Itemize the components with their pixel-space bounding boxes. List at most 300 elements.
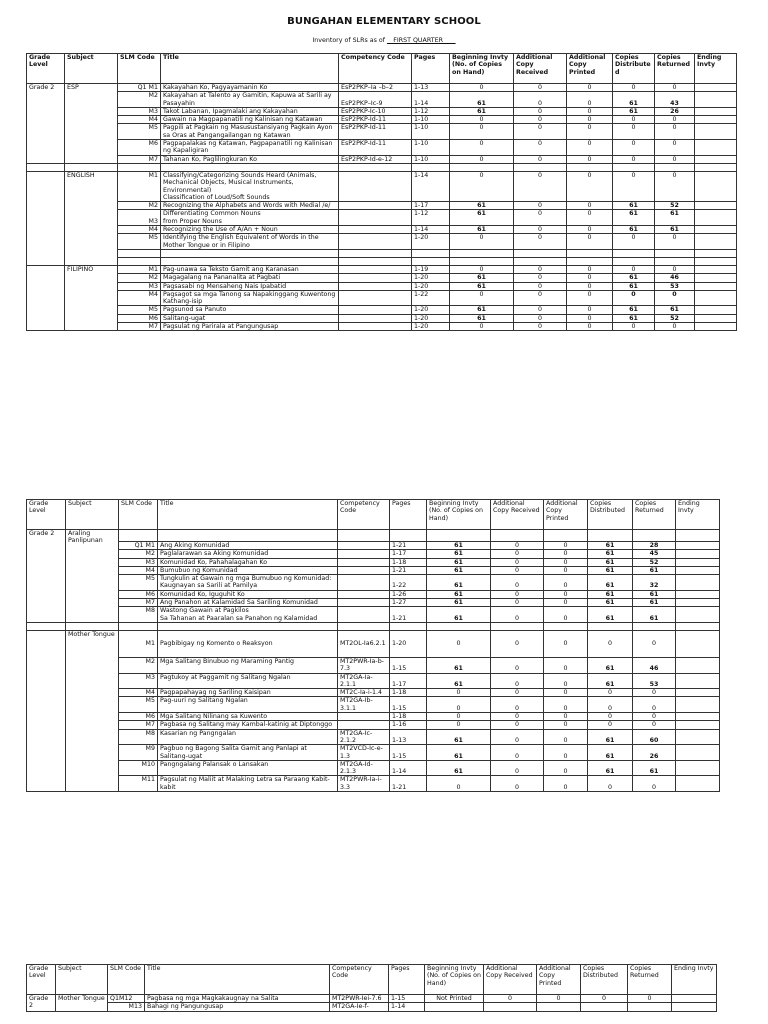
printed-cell: 0: [567, 234, 613, 250]
returned-cell: 0: [655, 155, 695, 163]
ending-cell: [676, 550, 720, 558]
pages-cell: 1-15: [390, 657, 427, 673]
grade-cell: Grade 2: [27, 530, 66, 623]
competency-cell: MT2GA-Ic-2.1.2: [338, 729, 390, 745]
returned-cell: 61: [655, 226, 695, 234]
ending-cell: [695, 171, 737, 201]
header-grade-level: Grade Level: [27, 54, 65, 84]
table-row: [27, 290, 737, 306]
table-row: [27, 306, 737, 314]
beginning-cell: 0: [450, 171, 514, 201]
header-subject: Subject: [66, 500, 119, 530]
slm-code-cell: M4: [118, 290, 161, 306]
header-copies-distributed: Copies Distributed: [588, 500, 633, 530]
distributed-cell: 61: [613, 210, 655, 226]
slm-code-cell: M1: [118, 171, 161, 201]
header-additional-received: Additional Copy Received: [514, 54, 567, 84]
returned-cell: 0: [655, 290, 695, 306]
table-row: [27, 84, 737, 92]
ending-cell: [676, 599, 720, 607]
competency-cell: MT2GA-Ia-2.1.1: [338, 673, 390, 689]
header-row: [27, 965, 717, 995]
ending-cell: [676, 590, 720, 598]
subject-cell: Mother Tongue: [56, 995, 108, 1012]
title-cell: Pagbasa ng Salitang may Kambal-katinig at Diptonggo: [158, 721, 338, 729]
returned-cell: 0: [633, 630, 676, 657]
printed-cell: 0: [544, 657, 588, 673]
slm-code-cell: M5: [119, 697, 158, 713]
ending-cell: [676, 542, 720, 550]
pages-cell: 1-21: [390, 776, 427, 792]
ending-cell: [695, 124, 737, 140]
header-slm-code: SLM Code: [118, 54, 161, 84]
printed-cell: 0: [544, 566, 588, 574]
header-pages: Pages: [412, 54, 450, 84]
returned-cell: 0: [655, 84, 695, 92]
title-cell: Pagsulat ng Maliit at Malaking Letra sa Paraang Kabit-kabit: [158, 776, 338, 792]
table-row: [27, 274, 737, 282]
competency-cell: EsP2PKP–Ic-9: [339, 92, 412, 108]
table-row: [27, 210, 737, 226]
received-cell: 0: [491, 630, 544, 657]
beginning-cell: 61: [427, 760, 491, 776]
competency-cell: [339, 323, 412, 331]
table-row: [27, 721, 720, 729]
slm-code-cell: M3: [118, 210, 161, 226]
pages-cell: 1-10: [412, 116, 450, 124]
subject-cell: FILIPINO: [65, 265, 118, 330]
beginning-cell: 0: [427, 689, 491, 697]
title-cell: Ang Panahon at Kalamidad Sa Sariling Komunidad: [158, 599, 338, 607]
table-row: [27, 226, 737, 234]
title-cell: Pagsasabi ng Mensaheng Nais Ipabatid: [161, 282, 339, 290]
subject-header-row: [27, 530, 720, 542]
distributed-cell: 0: [588, 697, 633, 713]
title-cell: Mga Salitang Binubuo ng Maraming Pantig: [158, 657, 338, 673]
ending-cell: [695, 226, 737, 234]
title-text: Classification of Loud/Soft Sounds: [163, 193, 270, 201]
title-cell: Tahanan Ko, Paglilingkuran Ko: [161, 155, 339, 163]
returned-cell: 0: [655, 323, 695, 331]
received-cell: 0: [514, 155, 567, 163]
slm-code-cell: M3: [118, 107, 161, 115]
competency-cell: MT2GA-Ie-f-: [330, 1003, 389, 1011]
beginning-cell: 61: [450, 306, 514, 314]
title-cell: Salitang-ugat: [161, 314, 339, 322]
inventory-table-2: [26, 499, 720, 792]
beginning-cell: 0: [450, 116, 514, 124]
slm-code-cell: M4: [118, 116, 161, 124]
table-row: [27, 697, 720, 713]
ending-cell: [695, 116, 737, 124]
table-row: [27, 599, 720, 607]
returned-cell: 0: [633, 697, 676, 713]
table-row: [27, 657, 720, 673]
received-cell: 0: [514, 234, 567, 250]
returned-cell: 0: [633, 689, 676, 697]
table-row: [27, 776, 720, 792]
distributed-cell: 61: [588, 599, 633, 607]
header-pages: Pages: [389, 965, 425, 995]
slm-code-cell: M3: [118, 282, 161, 290]
beginning-cell: 61: [427, 575, 491, 591]
received-cell: 0: [491, 689, 544, 697]
distributed-cell: 61: [613, 282, 655, 290]
pages-cell: 1-14: [412, 92, 450, 108]
printed-cell: 0: [567, 290, 613, 306]
table-row: [27, 202, 737, 210]
received-cell: 0: [514, 140, 567, 156]
slm-code-cell: M6: [118, 314, 161, 322]
title-cell: Bumubuo ng Komunidad: [158, 566, 338, 574]
title-cell: Komunidad Ko, Pahahalagahan Ko: [158, 558, 338, 566]
competency-cell: MT2PWR-Ia-i-3.3: [338, 776, 390, 792]
pages-cell: 1-21: [390, 607, 427, 623]
slm-code-cell: M5: [119, 575, 158, 591]
beginning-cell: 61: [427, 558, 491, 566]
returned-cell: 32: [633, 575, 676, 591]
distributed-cell: 61: [588, 745, 633, 761]
competency-cell: MT2OL-Ia6.2.1: [338, 630, 390, 657]
header-pages: Pages: [390, 500, 427, 530]
ending-cell: [695, 323, 737, 331]
returned-cell: 60: [633, 729, 676, 745]
pages-cell: 1-17: [390, 673, 427, 689]
slm-code-cell: M6: [119, 590, 158, 598]
header-slm-code: SLM Code: [108, 965, 145, 995]
distributed-cell: 0: [613, 171, 655, 201]
pages-cell: 1-18: [390, 713, 427, 721]
distributed-cell: 0: [613, 116, 655, 124]
printed-cell: 0: [544, 689, 588, 697]
returned-cell: 61: [633, 760, 676, 776]
title-cell: Ang Aking Komunidad: [158, 542, 338, 550]
distributed-cell: 61: [588, 575, 633, 591]
title-cell: Pagbibigay ng Komento o Reaksyon: [158, 630, 338, 657]
distributed-cell: 0: [613, 234, 655, 250]
slm-code-cell: Q1 M1: [118, 84, 161, 92]
title-cell: Pag-uuri ng Salitang Ngalan: [158, 697, 338, 713]
printed-cell: 0: [544, 575, 588, 591]
competency-cell: [339, 202, 412, 210]
beginning-cell: 61: [450, 210, 514, 226]
title-cell: Pagsunod sa Panuto: [161, 306, 339, 314]
returned-cell: 0: [655, 265, 695, 273]
received-cell: 0: [514, 282, 567, 290]
printed-cell: 0: [567, 274, 613, 282]
received-cell: 0: [484, 995, 537, 1003]
pages-cell: 1-20: [412, 306, 450, 314]
header-beginning-invty: Beginning Invty (No. of Copies on Hand): [450, 54, 514, 84]
printed-cell: 0: [567, 202, 613, 210]
pages-cell: 1-10: [412, 155, 450, 163]
ending-cell: [695, 314, 737, 322]
pages-cell: 1-12: [412, 107, 450, 115]
returned-cell: 0: [655, 234, 695, 250]
subject-cell: ESP: [65, 84, 118, 164]
received-cell: 0: [491, 599, 544, 607]
ending-cell: [676, 657, 720, 673]
returned-cell: 61: [633, 599, 676, 607]
pages-cell: 1-15: [390, 745, 427, 761]
slm-code-cell: M4: [119, 689, 158, 697]
distributed-cell: 61: [588, 729, 633, 745]
received-cell: 0: [491, 760, 544, 776]
distributed-cell: 0: [588, 689, 633, 697]
title-cell: Pagbasa ng mga Magkakaugnay na Salita: [145, 995, 330, 1003]
received-cell: 0: [491, 721, 544, 729]
received-cell: 0: [514, 274, 567, 282]
slm-code-cell: M9: [119, 745, 158, 761]
table-row: [27, 314, 737, 322]
beginning-cell: 61: [427, 542, 491, 550]
competency-cell: MT2VCD-Ic-e-1.3: [338, 745, 390, 761]
title-cell: Pagbuo ng Bagong Salita Gamit ang Panlapi at Salitang-ugat: [158, 745, 338, 761]
printed-cell: 0: [544, 558, 588, 566]
distributed-cell: 61: [588, 657, 633, 673]
header-row: [27, 54, 737, 84]
subject-cell: ENGLISH: [65, 171, 118, 265]
beginning-cell: 0: [450, 234, 514, 250]
table-row: [27, 760, 720, 776]
slm-code-cell: M3: [119, 558, 158, 566]
pages-cell: 1-18: [390, 558, 427, 566]
table-row: [27, 745, 720, 761]
title-cell: Kasarian ng Pangngalan: [158, 729, 338, 745]
pages-cell: 1-20: [412, 274, 450, 282]
beginning-cell: 0: [427, 630, 491, 657]
pages-cell: 1-15: [390, 697, 427, 713]
ending-cell: [676, 721, 720, 729]
slm-code-cell: M5: [118, 306, 161, 314]
table-row: [27, 1003, 717, 1011]
pages-cell: 1-16: [390, 721, 427, 729]
pages-cell: 1-15: [389, 995, 425, 1003]
competency-cell: [338, 590, 390, 598]
distributed-cell: 61: [613, 107, 655, 115]
pages-cell: 1-14: [412, 171, 450, 201]
ending-cell: [672, 995, 717, 1003]
distributed-cell: 61: [588, 760, 633, 776]
printed-cell: 0: [567, 84, 613, 92]
title-cell: Paglalarawan sa Aking Komunidad: [158, 550, 338, 558]
beginning-cell: 61: [427, 729, 491, 745]
competency-cell: [339, 274, 412, 282]
table-row: [27, 107, 737, 115]
printed-cell: 0: [544, 630, 588, 657]
beginning-cell: Not Printed: [425, 995, 484, 1003]
returned-cell: 61: [633, 566, 676, 574]
competency-cell: EsP2PKP-Ic-10: [339, 107, 412, 115]
ending-cell: [676, 575, 720, 591]
ending-cell: [695, 92, 737, 108]
printed-cell: 0: [567, 116, 613, 124]
returned-cell: 43: [655, 92, 695, 108]
returned-cell: 0: [655, 171, 695, 201]
ending-cell: [695, 282, 737, 290]
slm-code-cell: M7: [118, 155, 161, 163]
title-cell: Pagsulat ng Parirala at Pangungusap: [161, 323, 339, 331]
beginning-cell: 0: [450, 140, 514, 156]
ending-cell: [695, 155, 737, 163]
returned-cell: 0: [655, 140, 695, 156]
distributed-cell: 0: [588, 630, 633, 657]
returned-cell: 0: [628, 995, 672, 1003]
table-row: [27, 282, 737, 290]
ending-cell: [695, 84, 737, 92]
returned-cell: 0: [633, 776, 676, 792]
distributed-cell: 0: [613, 84, 655, 92]
pages-cell: 1-10: [412, 124, 450, 140]
competency-cell: [339, 314, 412, 322]
title-cell: Recognizing the Alphabets and Words with Medial /e/: [161, 202, 339, 210]
slm-code-cell: M7: [119, 599, 158, 607]
returned-cell: 53: [655, 282, 695, 290]
header-copies-returned: Copies Returned: [655, 54, 695, 84]
slm-code-cell: M1: [118, 265, 161, 273]
competency-cell: [338, 542, 390, 550]
header-title: Title: [161, 54, 339, 84]
table-row: [27, 116, 737, 124]
distributed-cell: 0: [613, 265, 655, 273]
grade-cell: Grade 2: [27, 84, 65, 164]
ending-cell: [676, 558, 720, 566]
printed-cell: 0: [544, 776, 588, 792]
pages-cell: 1-10: [412, 140, 450, 156]
distributed-cell: 61: [588, 542, 633, 550]
received-cell: 0: [514, 226, 567, 234]
returned-cell: 53: [633, 673, 676, 689]
received-cell: 0: [491, 542, 544, 550]
printed-cell: 0: [567, 226, 613, 234]
returned-cell: 45: [633, 550, 676, 558]
printed-cell: 0: [544, 550, 588, 558]
ending-cell: [676, 697, 720, 713]
slm-code-cell: M1: [119, 630, 158, 657]
competency-cell: [338, 599, 390, 607]
title-cell: Pag-unawa sa Teksto Gamit ang Karanasan: [161, 265, 339, 273]
grade-cell: [27, 630, 66, 791]
spacer-row: [27, 249, 737, 257]
returned-cell: 0: [655, 124, 695, 140]
subject-cell: Araling Panlipunan: [66, 530, 119, 623]
inventory-label: Inventory of SLRs as of: [312, 37, 385, 44]
ending-cell: [695, 234, 737, 250]
header-subject: Subject: [65, 54, 118, 84]
title-cell: Bahagi ng Pangungusap: [145, 1003, 330, 1011]
table-row: [27, 124, 737, 140]
beginning-cell: 0: [427, 697, 491, 713]
title-cell: Tungkulin at Gawain ng mga Bumubuo ng Komunidad: Kaugnayan sa Sarili at Pamilya: [158, 575, 338, 591]
title-cell: Magagalang na Pananalita at Pagbati: [161, 274, 339, 282]
printed-cell: 0: [567, 107, 613, 115]
table-row: [27, 265, 737, 273]
beginning-cell: 61: [427, 550, 491, 558]
printed-cell: 0: [544, 729, 588, 745]
competency-cell: MT2C-Ia-i-1.4: [338, 689, 390, 697]
beginning-cell: 61: [450, 202, 514, 210]
returned-cell: 0: [655, 116, 695, 124]
printed-cell: 0: [544, 542, 588, 550]
pages-cell: 1-12: [412, 210, 450, 226]
returned-cell: 0: [633, 713, 676, 721]
printed-cell: 0: [544, 590, 588, 598]
distributed-cell: 0: [588, 713, 633, 721]
spacer-row: [27, 163, 737, 171]
grade-cell: [27, 265, 65, 330]
distributed-cell: 61: [588, 673, 633, 689]
received-cell: 0: [491, 607, 544, 623]
received-cell: 0: [514, 84, 567, 92]
received-cell: 0: [514, 116, 567, 124]
beginning-cell: 61: [427, 745, 491, 761]
competency-cell: [338, 550, 390, 558]
pages-cell: 1-21: [390, 542, 427, 550]
table-row: [27, 590, 720, 598]
slm-code-cell: M6: [118, 140, 161, 156]
competency-cell: [338, 713, 390, 721]
title-text: Wastong Gawain at Pagkilos: [160, 607, 249, 615]
competency-cell: EsP2PKP-Id-11: [339, 124, 412, 140]
received-cell: 0: [491, 575, 544, 591]
slm-code-cell: M8: [119, 607, 158, 623]
received-cell: 0: [491, 550, 544, 558]
ending-cell: [676, 630, 720, 657]
header-ending-invty: Ending Invty: [695, 54, 737, 84]
title-cell: Gawain na Magpapanatili ng Kalinisan ng Katawan: [161, 116, 339, 124]
printed-cell: 0: [567, 323, 613, 331]
title-text: Sa Tahanan at Paaralan sa Panahon ng Kalamidad: [160, 614, 318, 622]
spacer-row: [27, 622, 720, 630]
received-cell: 0: [514, 107, 567, 115]
ending-cell: [695, 290, 737, 306]
competency-cell: [339, 306, 412, 314]
beginning-cell: 61: [427, 590, 491, 598]
table-row: [27, 550, 720, 558]
slm-code-cell: M4: [119, 566, 158, 574]
printed-cell: 0: [567, 282, 613, 290]
header-competency-code: Competency Code: [338, 500, 390, 530]
beginning-cell: 61: [427, 657, 491, 673]
slm-code-cell: M7: [119, 721, 158, 729]
slm-code-cell: M2: [118, 92, 161, 108]
competency-cell: EsP2PKP-Id-e-12: [339, 155, 412, 163]
ending-cell: [676, 566, 720, 574]
inventory-table-1: [26, 53, 737, 331]
ending-cell: [676, 760, 720, 776]
title-cell: Pagpili at Pagkain ng Masusustansiyang Pagkain Ayon sa Oras at Pangangailangan ng Katawan: [161, 124, 339, 140]
ending-cell: [695, 274, 737, 282]
beginning-cell: 61: [450, 282, 514, 290]
header-beginning-invty: Beginning Invty (No. of Copies on Hand): [425, 965, 484, 995]
table-row: [27, 323, 737, 331]
header-copies-distributed: Copies Distributed: [613, 54, 655, 84]
returned-cell: 46: [655, 274, 695, 282]
printed-cell: 0: [544, 713, 588, 721]
table-row: [27, 575, 720, 591]
returned-cell: 52: [655, 314, 695, 322]
beginning-cell: 61: [450, 226, 514, 234]
received-cell: 0: [514, 202, 567, 210]
printed-cell: 0: [567, 124, 613, 140]
slm-code-cell: Q1 M1: [119, 542, 158, 550]
pages-cell: 1-14: [389, 1003, 425, 1011]
title-cell: Pagpapalakas ng Katawan, Pagpapanatili ng Kalinisan ng Kapaligiran: [161, 140, 339, 156]
distributed-cell: 61: [588, 590, 633, 598]
table-row: [27, 542, 720, 550]
slm-code-cell: M7: [118, 323, 161, 331]
title-cell: Kakayahan at Talento ay Gamitin, Kapuwa at Sarili ay Pasayahin: [161, 92, 339, 108]
